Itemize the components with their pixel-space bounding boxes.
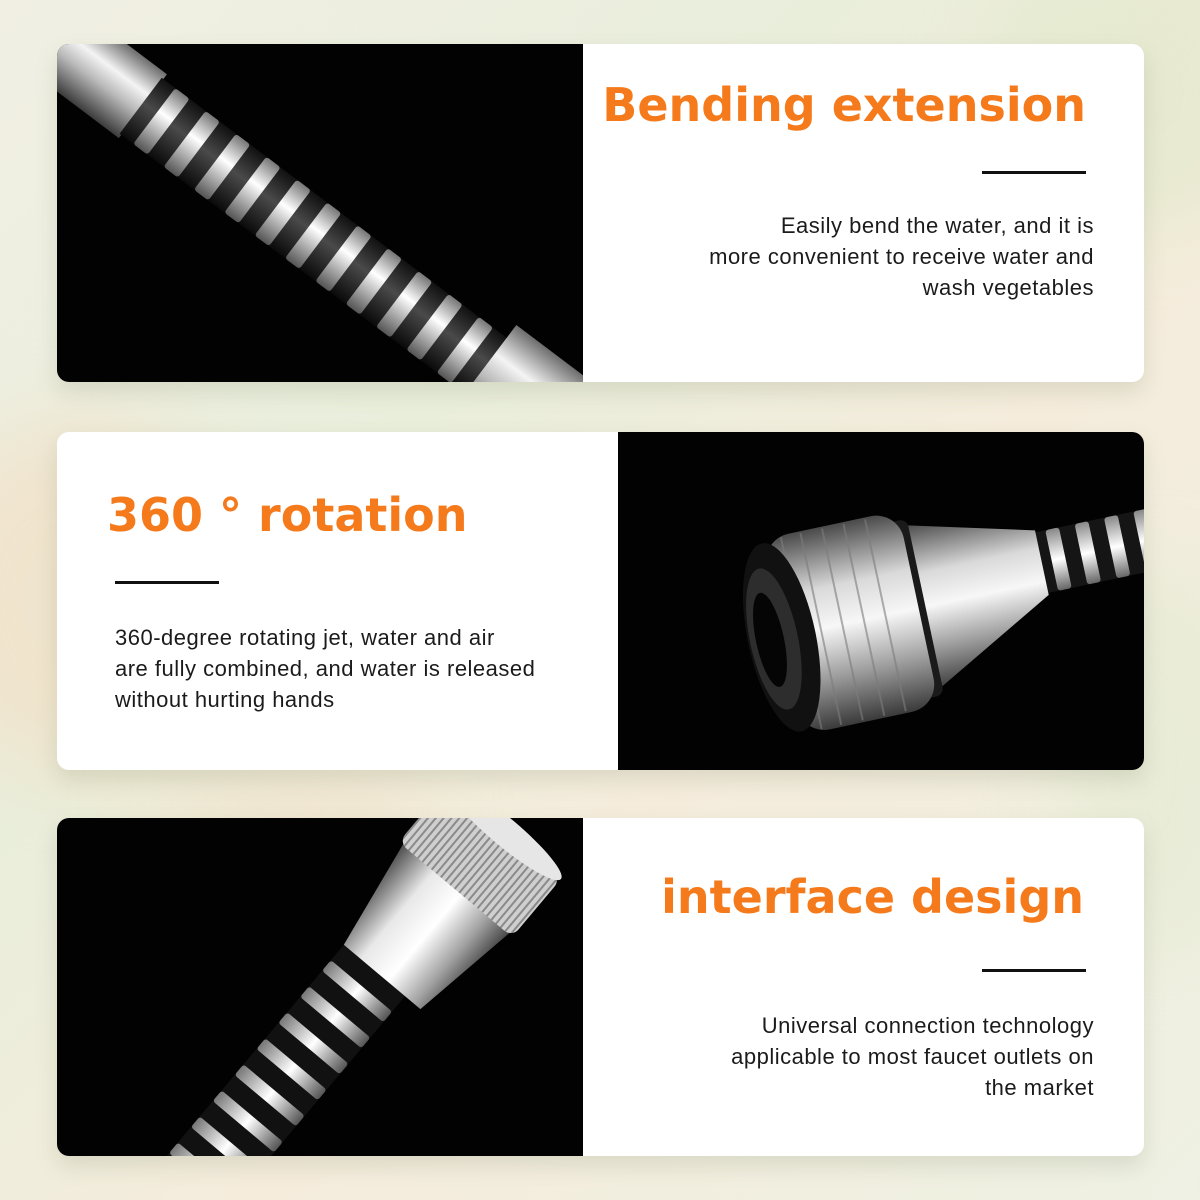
feature-description <box>115 622 535 715</box>
rotating-nozzle-photo <box>618 432 1144 770</box>
description-line: Universal connection technology <box>761 1013 1094 1038</box>
feature-card-bending <box>57 44 1144 382</box>
feature-description <box>731 1010 1094 1103</box>
description-line: wash vegetables <box>922 275 1094 300</box>
description-line: applicable to most faucet outlets on <box>731 1044 1094 1069</box>
connector-photo <box>57 818 583 1156</box>
bending-hose-photo <box>57 44 583 382</box>
description-line: Easily bend the water, and it is <box>780 213 1094 238</box>
description-line: without hurting hands <box>115 687 335 712</box>
description-line: 360-degree rotating jet, water and air <box>115 625 495 650</box>
feature-card-rotation <box>57 432 1144 770</box>
feature-description <box>709 210 1094 303</box>
feature-title: 360 ° rotation <box>107 488 468 542</box>
feature-title: interface design <box>661 870 1084 924</box>
description-line: the market <box>985 1075 1094 1100</box>
description-line: more convenient to receive water and <box>709 244 1094 269</box>
feature-title: Bending extension <box>602 78 1086 132</box>
title-divider <box>115 581 219 584</box>
title-divider <box>982 171 1086 174</box>
description-line: are fully combined, and water is released <box>115 656 536 681</box>
title-divider <box>982 969 1086 972</box>
feature-card-interface <box>57 818 1144 1156</box>
